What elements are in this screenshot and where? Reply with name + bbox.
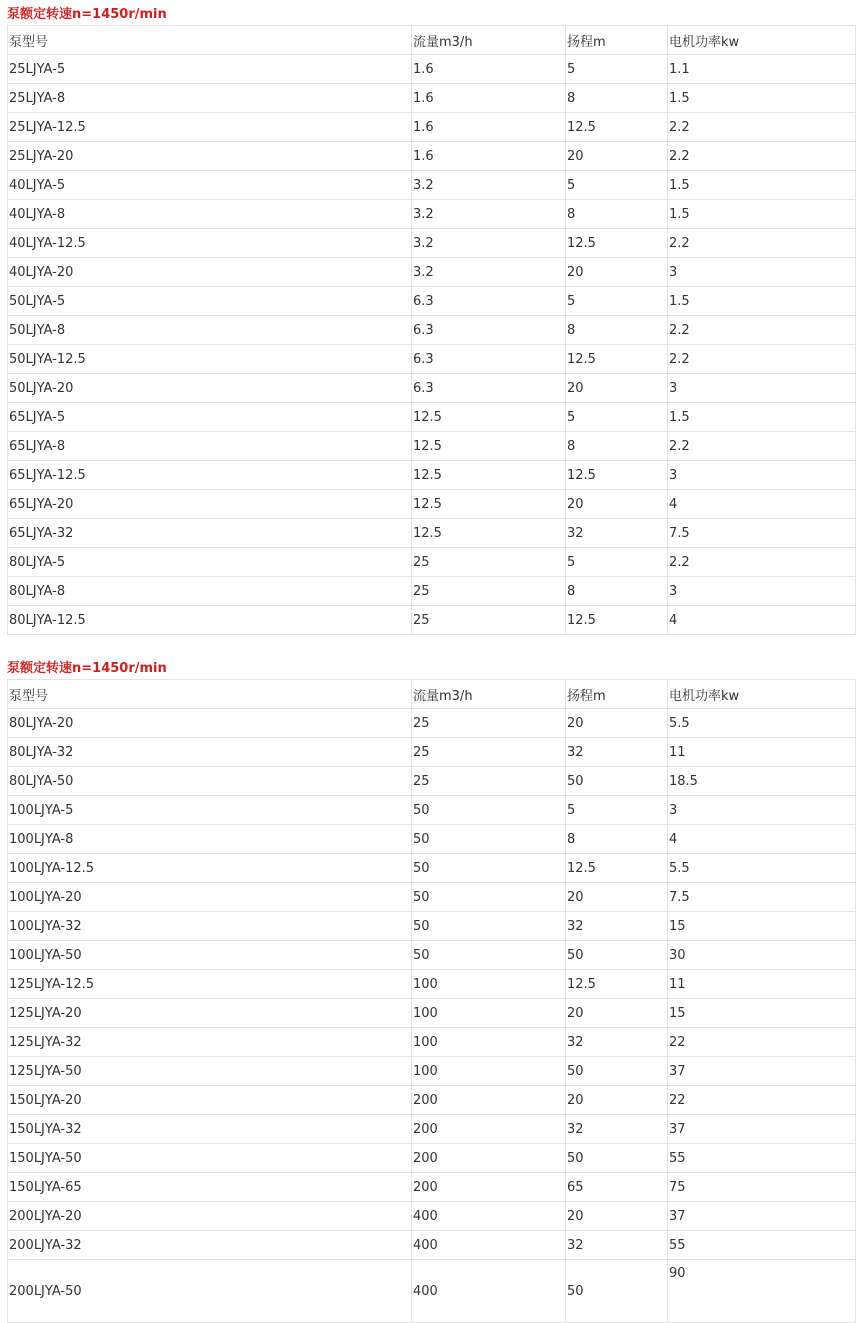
cell-head: 8 (566, 577, 668, 606)
table-row (8, 461, 856, 490)
cell-power: 15 (668, 999, 856, 1028)
cell-head: 32 (566, 738, 668, 767)
spec-table (7, 679, 856, 1323)
cell-model: 25LJYA-5 (8, 55, 412, 84)
header-model: 泵型号 (8, 26, 412, 55)
cell-model: 25LJYA-20 (8, 142, 412, 171)
table-row (8, 1086, 856, 1115)
table-row (8, 1202, 856, 1231)
cell-flow: 200 (412, 1086, 566, 1115)
cell-model: 100LJYA-32 (8, 912, 412, 941)
cell-power: 37 (668, 1202, 856, 1231)
cell-flow: 100 (412, 1028, 566, 1057)
cell-head: 20 (566, 142, 668, 171)
table-row (8, 142, 856, 171)
cell-head: 20 (566, 883, 668, 912)
table-row (8, 1028, 856, 1057)
table-row (8, 1144, 856, 1173)
spec-table (7, 25, 856, 635)
cell-power: 90 (668, 1260, 856, 1323)
table-row (8, 999, 856, 1028)
cell-power: 4 (668, 825, 856, 854)
cell-flow: 25 (412, 709, 566, 738)
table-row (8, 258, 856, 287)
cell-flow: 50 (412, 854, 566, 883)
cell-head: 20 (566, 709, 668, 738)
cell-model: 65LJYA-5 (8, 403, 412, 432)
cell-model: 125LJYA-12.5 (8, 970, 412, 999)
cell-power: 2.2 (668, 432, 856, 461)
cell-power: 75 (668, 1173, 856, 1202)
table-row (8, 606, 856, 635)
table-row (8, 796, 856, 825)
table-row (8, 709, 856, 738)
cell-flow: 3.2 (412, 229, 566, 258)
cell-head: 12.5 (566, 345, 668, 374)
cell-power: 1.5 (668, 171, 856, 200)
table-row (8, 767, 856, 796)
cell-flow: 50 (412, 883, 566, 912)
cell-flow: 25 (412, 577, 566, 606)
cell-flow: 12.5 (412, 432, 566, 461)
cell-head: 12.5 (566, 854, 668, 883)
cell-power: 55 (668, 1231, 856, 1260)
header-flow: 流量m3/h (412, 680, 566, 709)
table-row (8, 113, 856, 142)
cell-head: 5 (566, 796, 668, 825)
cell-model: 100LJYA-50 (8, 941, 412, 970)
table-row (8, 432, 856, 461)
cell-model: 65LJYA-8 (8, 432, 412, 461)
cell-power: 22 (668, 1086, 856, 1115)
cell-head: 5 (566, 287, 668, 316)
table-row (8, 171, 856, 200)
table-row (8, 229, 856, 258)
table-row (8, 403, 856, 432)
table-row (8, 287, 856, 316)
cell-model: 125LJYA-32 (8, 1028, 412, 1057)
header-power: 电机功率kw (668, 26, 856, 55)
section-title: 泵额定转速n=1450r/min (7, 7, 167, 22)
cell-model: 40LJYA-8 (8, 200, 412, 229)
cell-model: 80LJYA-50 (8, 767, 412, 796)
cell-head: 8 (566, 84, 668, 113)
cell-model: 200LJYA-20 (8, 1202, 412, 1231)
table-row (8, 738, 856, 767)
cell-flow: 6.3 (412, 374, 566, 403)
cell-power: 2.2 (668, 316, 856, 345)
cell-power: 2.2 (668, 229, 856, 258)
cell-flow: 12.5 (412, 490, 566, 519)
cell-head: 8 (566, 200, 668, 229)
cell-model: 150LJYA-32 (8, 1115, 412, 1144)
cell-head: 8 (566, 316, 668, 345)
cell-power: 7.5 (668, 519, 856, 548)
cell-model: 200LJYA-32 (8, 1231, 412, 1260)
table-row (8, 374, 856, 403)
table-row (8, 55, 856, 84)
cell-power: 37 (668, 1057, 856, 1086)
cell-flow: 1.6 (412, 84, 566, 113)
cell-power: 3 (668, 374, 856, 403)
cell-model: 150LJYA-20 (8, 1086, 412, 1115)
table-row (8, 1173, 856, 1202)
cell-head: 50 (566, 1057, 668, 1086)
cell-head: 5 (566, 171, 668, 200)
cell-head: 5 (566, 548, 668, 577)
section-gap (0, 635, 856, 654)
cell-model: 150LJYA-50 (8, 1144, 412, 1173)
header-power: 电机功率kw (668, 680, 856, 709)
cell-flow: 200 (412, 1173, 566, 1202)
cell-power: 5.5 (668, 854, 856, 883)
cell-power: 22 (668, 1028, 856, 1057)
cell-head: 32 (566, 1028, 668, 1057)
cell-power: 4 (668, 490, 856, 519)
cell-head: 8 (566, 825, 668, 854)
cell-flow: 1.6 (412, 113, 566, 142)
cell-power: 1.5 (668, 287, 856, 316)
cell-head: 50 (566, 1260, 668, 1323)
cell-model: 25LJYA-12.5 (8, 113, 412, 142)
cell-head: 12.5 (566, 606, 668, 635)
cell-flow: 50 (412, 941, 566, 970)
cell-head: 20 (566, 1202, 668, 1231)
cell-head: 32 (566, 912, 668, 941)
table-row (8, 490, 856, 519)
cell-model: 40LJYA-20 (8, 258, 412, 287)
table-row (8, 316, 856, 345)
cell-model: 100LJYA-12.5 (8, 854, 412, 883)
table-row (8, 1231, 856, 1260)
cell-head: 12.5 (566, 461, 668, 490)
cell-flow: 200 (412, 1144, 566, 1173)
cell-power: 18.5 (668, 767, 856, 796)
cell-flow: 12.5 (412, 403, 566, 432)
cell-head: 50 (566, 941, 668, 970)
table-row (8, 970, 856, 999)
cell-model: 25LJYA-8 (8, 84, 412, 113)
cell-power: 3 (668, 461, 856, 490)
cell-flow: 100 (412, 1057, 566, 1086)
cell-power: 37 (668, 1115, 856, 1144)
cell-flow: 50 (412, 912, 566, 941)
spec-section (7, 654, 850, 1323)
cell-flow: 1.6 (412, 55, 566, 84)
table-row (8, 941, 856, 970)
cell-power: 11 (668, 970, 856, 999)
cell-head: 5 (566, 55, 668, 84)
cell-power: 30 (668, 941, 856, 970)
table-row (8, 883, 856, 912)
cell-head: 20 (566, 999, 668, 1028)
cell-model: 80LJYA-20 (8, 709, 412, 738)
cell-head: 20 (566, 490, 668, 519)
cell-flow: 100 (412, 970, 566, 999)
cell-flow: 50 (412, 796, 566, 825)
cell-model: 40LJYA-12.5 (8, 229, 412, 258)
cell-model: 100LJYA-5 (8, 796, 412, 825)
cell-power: 2.2 (668, 142, 856, 171)
cell-head: 5 (566, 403, 668, 432)
cell-power: 3 (668, 258, 856, 287)
cell-head: 32 (566, 1115, 668, 1144)
cell-flow: 6.3 (412, 287, 566, 316)
spec-section (7, 0, 850, 635)
cell-head: 20 (566, 374, 668, 403)
cell-power: 1.5 (668, 403, 856, 432)
cell-flow: 3.2 (412, 171, 566, 200)
cell-model: 150LJYA-65 (8, 1173, 412, 1202)
cell-model: 100LJYA-8 (8, 825, 412, 854)
cell-model: 40LJYA-5 (8, 171, 412, 200)
table-header-row (8, 26, 856, 55)
cell-power: 3 (668, 577, 856, 606)
cell-model: 65LJYA-32 (8, 519, 412, 548)
cell-power: 7.5 (668, 883, 856, 912)
cell-power: 4 (668, 606, 856, 635)
cell-model: 50LJYA-5 (8, 287, 412, 316)
table-header-row (8, 680, 856, 709)
cell-flow: 400 (412, 1231, 566, 1260)
table-row (8, 345, 856, 374)
cell-model: 80LJYA-12.5 (8, 606, 412, 635)
cell-flow: 3.2 (412, 200, 566, 229)
cell-head: 50 (566, 767, 668, 796)
table-row (8, 825, 856, 854)
cell-head: 20 (566, 258, 668, 287)
cell-head: 65 (566, 1173, 668, 1202)
table-row (8, 912, 856, 941)
cell-model: 80LJYA-32 (8, 738, 412, 767)
table-row (8, 200, 856, 229)
cell-power: 11 (668, 738, 856, 767)
cell-flow: 6.3 (412, 345, 566, 374)
cell-head: 32 (566, 519, 668, 548)
cell-power: 2.2 (668, 548, 856, 577)
cell-flow: 1.6 (412, 142, 566, 171)
table-row (8, 519, 856, 548)
header-head: 扬程m (566, 680, 668, 709)
cell-model: 65LJYA-12.5 (8, 461, 412, 490)
cell-flow: 200 (412, 1115, 566, 1144)
cell-flow: 6.3 (412, 316, 566, 345)
cell-model: 125LJYA-50 (8, 1057, 412, 1086)
cell-model: 80LJYA-8 (8, 577, 412, 606)
cell-flow: 25 (412, 738, 566, 767)
table-row (8, 577, 856, 606)
cell-flow: 400 (412, 1202, 566, 1231)
cell-power: 3 (668, 796, 856, 825)
cell-model: 50LJYA-20 (8, 374, 412, 403)
cell-head: 12.5 (566, 970, 668, 999)
cell-flow: 50 (412, 825, 566, 854)
cell-model: 50LJYA-12.5 (8, 345, 412, 374)
cell-head: 32 (566, 1231, 668, 1260)
cell-model: 80LJYA-5 (8, 548, 412, 577)
cell-power: 15 (668, 912, 856, 941)
table-row (8, 1115, 856, 1144)
cell-power: 1.5 (668, 200, 856, 229)
cell-power: 1.5 (668, 84, 856, 113)
header-head: 扬程m (566, 26, 668, 55)
table-row (8, 548, 856, 577)
section-title: 泵额定转速n=1450r/min (7, 661, 167, 676)
cell-head: 50 (566, 1144, 668, 1173)
cell-model: 125LJYA-20 (8, 999, 412, 1028)
cell-model: 100LJYA-20 (8, 883, 412, 912)
cell-head: 8 (566, 432, 668, 461)
cell-flow: 12.5 (412, 461, 566, 490)
cell-flow: 25 (412, 606, 566, 635)
cell-head: 20 (566, 1086, 668, 1115)
header-flow: 流量m3/h (412, 26, 566, 55)
cell-model: 65LJYA-20 (8, 490, 412, 519)
cell-model: 50LJYA-8 (8, 316, 412, 345)
cell-power: 2.2 (668, 113, 856, 142)
cell-flow: 100 (412, 999, 566, 1028)
cell-power: 5.5 (668, 709, 856, 738)
cell-flow: 3.2 (412, 258, 566, 287)
cell-flow: 25 (412, 548, 566, 577)
cell-power: 1.1 (668, 55, 856, 84)
cell-power: 55 (668, 1144, 856, 1173)
cell-head: 12.5 (566, 113, 668, 142)
cell-flow: 400 (412, 1260, 566, 1323)
table-row (8, 84, 856, 113)
cell-flow: 12.5 (412, 519, 566, 548)
header-model: 泵型号 (8, 680, 412, 709)
cell-model: 200LJYA-50 (8, 1260, 412, 1323)
cell-head: 12.5 (566, 229, 668, 258)
table-row (8, 854, 856, 883)
cell-flow: 25 (412, 767, 566, 796)
table-row (8, 1057, 856, 1086)
cell-power: 2.2 (668, 345, 856, 374)
table-row (8, 1260, 856, 1323)
